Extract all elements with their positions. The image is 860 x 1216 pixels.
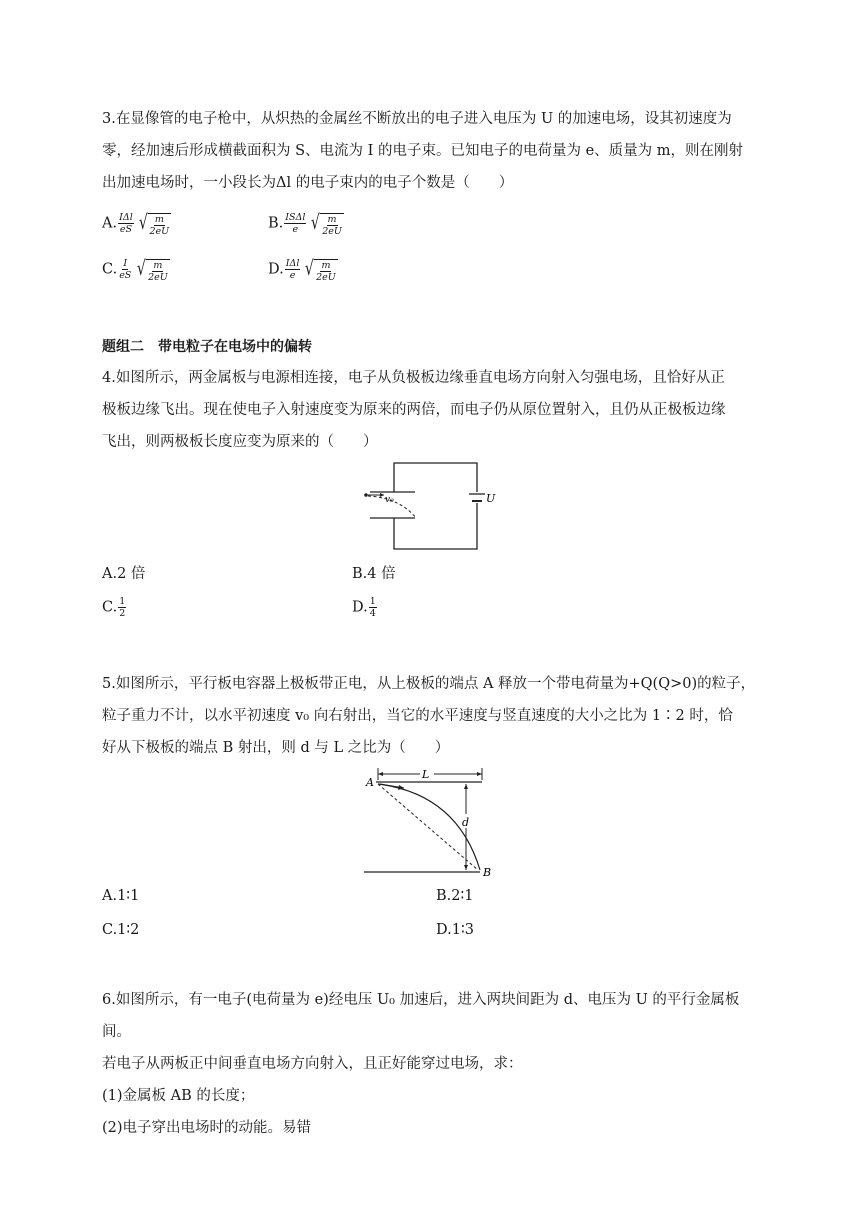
q4-stem-line: 极板边缘飞出。现在使电子入射速度变为原来的两倍，而电子仍从原位置射入，且仍从正极板边缘 [102, 402, 726, 418]
velocity-label: v₀ [385, 495, 394, 505]
fraction-numerator: IΔl [285, 258, 300, 269]
fraction-numerator: m [321, 260, 331, 271]
square-root [137, 210, 171, 237]
q3-stem-line: 3.在显像管的电子枪中，从炽热的金属丝不断放出的电子进入电压为 U 的加速电场，设其初速度为 [102, 111, 732, 127]
q4-option-a[interactable]: A.2 倍 [102, 566, 146, 582]
square-root [135, 256, 169, 283]
fraction-denominator: 2eU [148, 272, 168, 283]
electron-dot [364, 493, 368, 497]
fraction-denominator: 2eU [316, 272, 336, 283]
point-a-label: A [366, 776, 374, 789]
radical-sign-icon: √ [305, 256, 315, 280]
circuit-wire [394, 503, 477, 549]
option-letter: D. [268, 261, 284, 278]
q3-option-b[interactable] [268, 210, 344, 237]
q5-stem-line: 5.如图所示，平行板电容器上极板带正电，从上极板的端点 A 释放一个带电荷量为+Q(Q>0)的粒子， [102, 676, 756, 692]
fraction [118, 258, 132, 281]
arrowhead-icon [477, 772, 482, 776]
q3-option-d[interactable] [268, 256, 338, 283]
fraction-denominator: 2eU [149, 226, 170, 237]
point-b-label: B [483, 866, 492, 879]
fraction-denominator: eS [119, 224, 132, 235]
fraction-denominator: 2eU [322, 226, 342, 237]
option-letter: C. [102, 599, 118, 616]
q4-option-c[interactable] [102, 596, 127, 619]
q5-option-d[interactable]: D.1∶3 [436, 922, 474, 938]
option-letter: A. [102, 215, 118, 232]
fraction-denominator: e [289, 270, 296, 281]
q5-stem-line: 粒子重力不计，以水平初速度 v₀ 向右射出，当它的水平速度与竖直速度的大小之比为 1∶2 时，恰 [102, 708, 733, 724]
q3-stem-line: 零，经加速后形成横截面积为 S、电流为 I 的电子束。已知电子的电荷量为 e、质量为 m，则在刚射 [102, 143, 744, 159]
q5-stem-line: 好从下极板的端点 B 射出，则 d 与 L 之比为（ ） [102, 740, 450, 756]
q5-stem [102, 668, 762, 764]
radical-sign-icon: √ [138, 210, 148, 234]
fraction [285, 258, 301, 281]
q4-option-d[interactable] [352, 596, 378, 619]
radical-sign-icon: √ [311, 210, 321, 234]
fraction-numerator: m [154, 214, 164, 225]
section-heading: 题组二 带电粒子在电场中的偏转 [102, 339, 312, 355]
q5-option-c[interactable]: C.1∶2 [102, 922, 140, 938]
q4-option-b[interactable]: B.4 倍 [352, 566, 396, 582]
fraction [369, 596, 377, 619]
q6-stem-line: 6.如图所示，有一电子(电荷量为 e)经电压 U₀ 加速后，进入两块间距为 d、电压为 U 的平行金属板间。 [102, 992, 740, 1040]
fraction [118, 212, 134, 235]
circuit-wire [394, 463, 477, 492]
q5-capacitor-diagram [362, 764, 502, 882]
q5-option-a[interactable]: A.1∶1 [102, 888, 140, 904]
q6-subquestion: (2)电子穿出电场时的动能。易错 [102, 1120, 312, 1136]
arrowhead-icon [378, 772, 383, 776]
arrowhead-icon [464, 865, 468, 870]
q5-option-b[interactable]: B.2∶1 [436, 888, 474, 904]
fraction-denominator: 4 [369, 608, 376, 619]
fraction-numerator: m [153, 260, 163, 271]
q3-stem-line: 出加速电场时，一小段长为Δl 的电子束内的电子个数是（ ） [102, 175, 514, 191]
q6-stem [102, 984, 762, 1144]
fraction-numerator: IΔl [119, 212, 133, 223]
fraction-numerator: 1 [119, 596, 126, 607]
q4-stem-line: 4.如图所示，两金属板与电源相连接，电子从负极板边缘垂直电场方向射入匀强电场，且恰好从正 [102, 370, 725, 386]
option-letter: C. [102, 261, 118, 278]
q3-option-a[interactable] [102, 210, 171, 237]
square-root [303, 256, 337, 283]
square-root [309, 210, 343, 237]
q4-circuit-diagram [350, 460, 500, 556]
fraction [118, 596, 126, 619]
fraction-numerator: 1 [369, 596, 376, 607]
fraction-numerator: ISΔl [285, 212, 306, 223]
fraction-numerator: I [123, 258, 128, 269]
q4-stem-line: 飞出，则两极板长度应变为原来的（ ） [102, 434, 378, 450]
length-label: L [422, 768, 430, 781]
q4-stem [102, 362, 762, 458]
voltage-label: U [486, 492, 496, 505]
fraction-denominator: eS [119, 270, 132, 281]
option-letter: B. [268, 215, 284, 232]
q6-stem-line: 若电子从两板正中间垂直电场方向射入，且正好能穿过电场，求： [102, 1056, 523, 1072]
arrowhead-icon [380, 493, 384, 497]
q3-stem [102, 103, 762, 199]
option-letter: D. [352, 599, 368, 616]
fraction-denominator: e [292, 224, 299, 235]
fraction [284, 212, 306, 235]
distance-label: d [462, 816, 470, 829]
fraction-denominator: 2 [119, 608, 126, 619]
radical-sign-icon: √ [137, 256, 147, 280]
arrowhead-icon [464, 784, 468, 789]
q6-subquestion: (1)金属板 AB 的长度； [102, 1088, 255, 1104]
q3-option-c[interactable] [102, 256, 170, 283]
fraction-numerator: m [327, 214, 337, 225]
